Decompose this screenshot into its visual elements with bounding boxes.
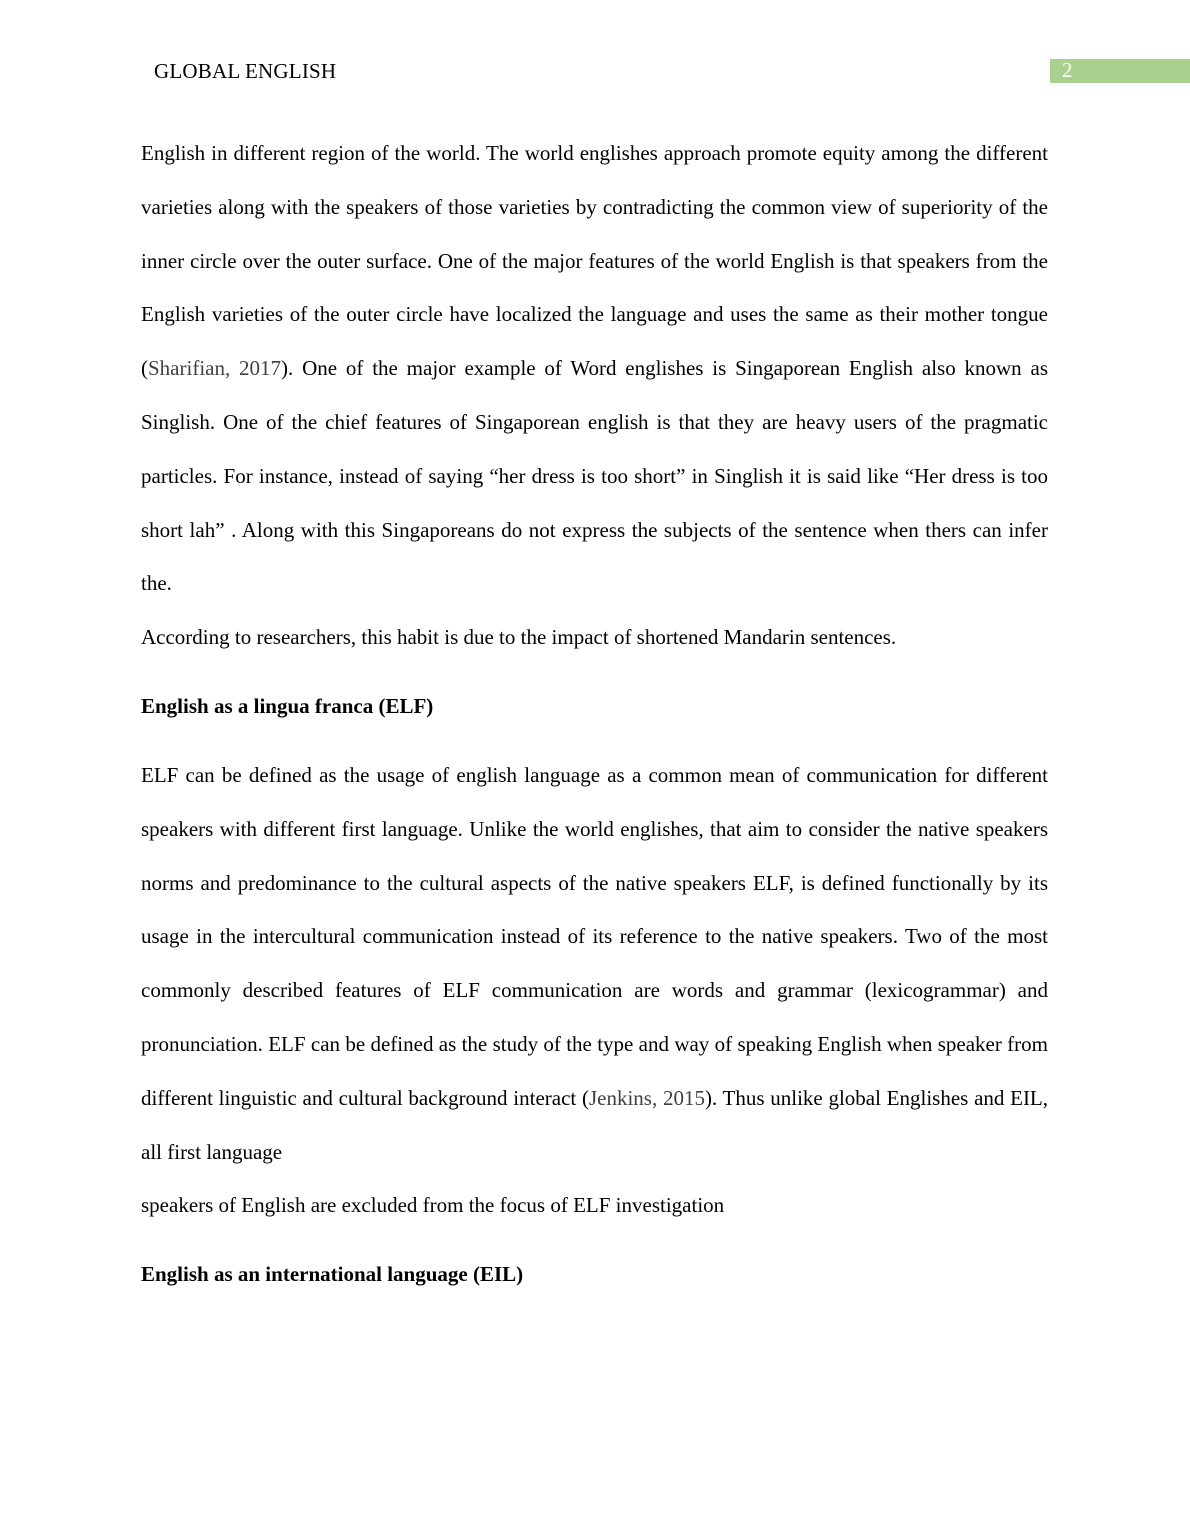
page-number-badge — [1050, 59, 1190, 83]
paragraph-text: ELF can be defined as the usage of english language as a common mean of communication for different speakers with different first language. Unlike the world englishes, that aim to consider the native speakers norms and predominance to the cultural aspects of the native speakers ELF, is defined functionally by its usage in the intercultural communication instead of its reference to the native speakers. Two of the most commonly described features of ELF communication are words and grammar (lexicogrammar) and pronunciation. ELF can be defined as the study of the type and way of speaking English when speaker from different linguistic and cultural background interact ( — [141, 763, 1048, 1110]
paragraph-world-englishes — [141, 127, 1048, 665]
running-header: GLOBAL ENGLISH — [154, 59, 337, 83]
paragraph-text: ). Thus unlike global Englishes and EIL, all first language — [141, 1085, 1049, 1164]
paragraph-last-line: According to researchers, this habit is due to the impact of shortened Mandarin sentences. — [141, 625, 897, 650]
paragraph-elf — [141, 749, 1048, 1233]
paragraph-text: ). One of the major example of Word englishes is Singaporean English also known as Singlish. One of the chief features of Singaporean english is that they are heavy users of the pragmatic particles. For instance, instead of saying “her dress is too short” in Singlish it is said like “Her dress is too short lah” . Along with this Singaporeans do not express the subjects of the sentence when thers can infer the. — [141, 356, 1048, 596]
citation: Sharifian, 2017 — [148, 356, 282, 381]
section-heading-eil: English as an international language (EIL) — [141, 1262, 524, 1286]
paragraph-last-line: speakers of English are excluded from the focus of ELF investigation — [141, 1193, 725, 1218]
citation: Jenkins, 2015 — [588, 1085, 705, 1110]
page-number: 2 — [1062, 58, 1073, 82]
paragraph-text: English in different region of the world. The world englishes approach promote equity among the different varieties along with the speakers of those varieties by contradicting the common view of superiority of the inner circle over the outer surface. One of the major features of the world English is that speakers from the English varieties of the outer circle have localized the language and uses the same as their mother tongue ( — [141, 141, 1048, 381]
section-heading-elf: English as a lingua franca (ELF) — [141, 694, 434, 718]
